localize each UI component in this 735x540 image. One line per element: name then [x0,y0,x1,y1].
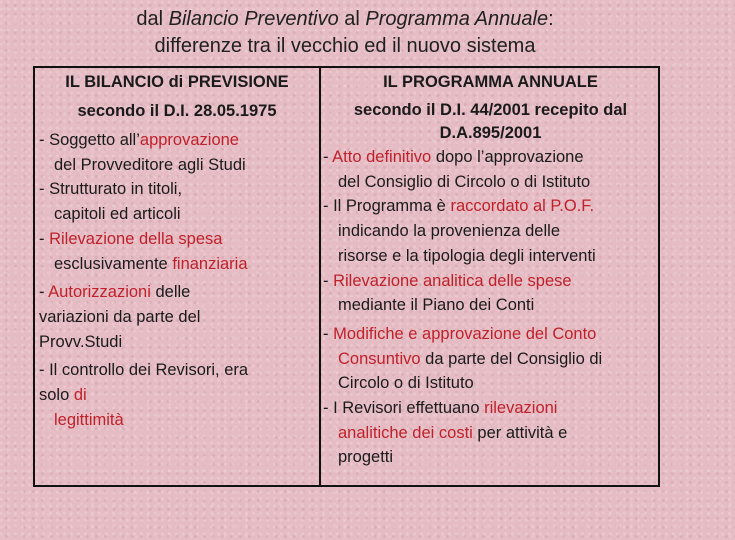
left-item-3 [39,227,315,276]
item-text: indicando la provenienza delle [338,222,560,241]
item-text: delle [150,283,191,302]
left-item-5 [39,358,315,432]
left-item-1 [39,128,315,177]
right-item-4 [323,322,658,396]
item-text: - I Revisori effettuano [323,399,485,418]
item-highlight: Consuntivo [338,349,421,368]
right-heading-3: D.A.895/2001 [439,124,542,142]
column-divider [319,68,321,485]
item-highlight: Autorizzazioni [48,283,151,302]
item-text: risorse e la tipologia degli interventi [338,246,596,265]
item-highlight: di [73,386,87,405]
item-highlight: Rilevazione della spesa [49,229,223,248]
item-text: - Il Programma è [323,197,451,216]
left-heading-1: IL BILANCIO di PREVISIONE [65,73,289,91]
title-text: : [548,8,554,30]
item-highlight: Rilevazione analitica delle spese [333,271,572,290]
title-text: al [338,8,366,30]
item-highlight: finanziaria [172,254,248,273]
item-text: per attività e [472,423,568,442]
right-heading-2: secondo il D.I. 44/2001 recepito dal [353,101,628,119]
left-column [39,68,315,432]
item-text: - Soggetto all’ [39,131,140,149]
item-text: variazioni da parte del [39,307,201,326]
item-text: Piano dei Conti [422,296,535,315]
item-text: - [323,271,334,290]
item-highlight: Atto definitivo [332,148,432,166]
item-highlight: approvazione [139,131,239,149]
left-item-4 [39,280,315,354]
right-column [323,68,658,470]
item-text: da parte del Consiglio di [420,349,603,368]
item-text: - [39,229,50,248]
item-highlight: raccordato al P.O.F. [450,197,595,216]
title-italic: Bilancio Preventivo [168,8,339,30]
right-item-5 [323,396,658,470]
title-line-1 [0,6,690,33]
right-item-1 [323,145,658,194]
title-text: dal [136,8,169,30]
right-item-3 [323,269,658,318]
item-text: - Strutturato in titoli, [39,180,183,199]
item-highlight: rilevazioni [484,399,558,418]
item-text: - Il controllo dei Revisori, era [39,361,249,380]
title-italic: Programma Annuale [365,8,549,30]
comparison-table [33,66,660,487]
title-line-2: differenze tra il vecchio ed il nuovo sistema [154,35,536,57]
item-text: progetti [338,448,394,467]
item-text: dopo l’approvazione [431,148,584,166]
left-heading-2: secondo il D.I. 28.05.1975 [77,102,277,120]
item-highlight: Modifiche e approvazione del Conto [333,324,597,343]
item-text: del Consiglio di Circolo o di Istituto [338,172,591,191]
item-text: del Provveditore agli Studi [54,155,246,174]
item-text: capitoli ed articoli [54,205,181,224]
slide-title [0,6,690,60]
item-highlight: analitiche dei costi [338,423,473,442]
item-text: esclusivamente [54,254,173,273]
item-text: - [323,148,333,166]
item-text: - [323,324,334,343]
item-highlight: legittimità [54,410,124,429]
item-text: Provv.Studi [39,332,123,351]
item-text: mediante il [338,296,423,315]
item-text: - [39,283,49,302]
item-text: Circolo o di Istituto [338,374,474,393]
left-item-2 [39,177,315,226]
right-heading-1: IL PROGRAMMA ANNUALE [383,73,598,91]
right-item-2 [323,194,658,268]
item-text: solo [39,386,74,405]
